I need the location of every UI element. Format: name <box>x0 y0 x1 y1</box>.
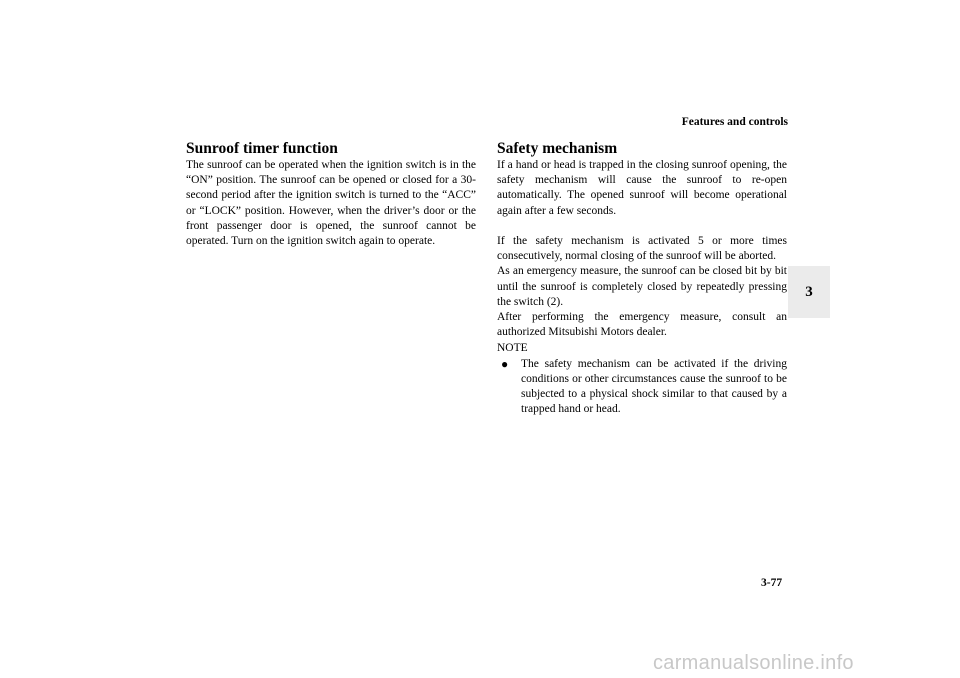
section-header: Features and controls <box>681 116 788 128</box>
sunroof-timer-paragraph: The sunroof can be operated when the ignition switch is in the “ON” position. The sunroof can be opened or closed for a 30-second period after the ignition switch is turned to the “ACC” or “LOCK” position. However, when the driver’s door or the front passenger door is opened, the sunroof cannot be operated. Turn on the ignition switch again to operate. <box>186 159 476 248</box>
page-number: 3-77 <box>761 577 783 589</box>
bullet-icon: ● <box>501 356 509 371</box>
note-bullet-item <box>497 357 787 418</box>
note-text: The safety mechanism can be activated if the driving conditions or other circumstances cause the sunroof to be subjected to a physical shock similar to that caused by a trapped hand or head. <box>521 357 787 416</box>
safety-paragraph-2: If the safety mechanism is activated 5 or more times consecutively, normal closing of the sunroof will be aborted. <box>497 235 787 263</box>
watermark: carmanualsonline.info <box>653 652 854 674</box>
safety-mechanism-heading: Safety mechanism <box>497 140 618 157</box>
safety-paragraph-4: After performing the emergency measure, consult an authorized Mitsubishi Motors dealer. <box>497 311 787 339</box>
sunroof-timer-heading: Sunroof timer function <box>186 140 338 157</box>
safety-paragraph-3: As an emergency measure, the sunroof can be closed bit by bit until the sunroof is completely closed by repeatedly pressing the switch (2). <box>497 265 787 308</box>
right-column <box>497 139 787 417</box>
chapter-tab <box>788 266 830 318</box>
safety-paragraph-1: If a hand or head is trapped in the closing sunroof opening, the safety mechanism will cause the sunroof to re-open automatically. The opened sunroof will become operational again after a few seconds. <box>497 159 787 217</box>
note-label: NOTE <box>497 342 528 355</box>
left-column <box>186 139 476 249</box>
chapter-number: 3 <box>805 283 813 300</box>
